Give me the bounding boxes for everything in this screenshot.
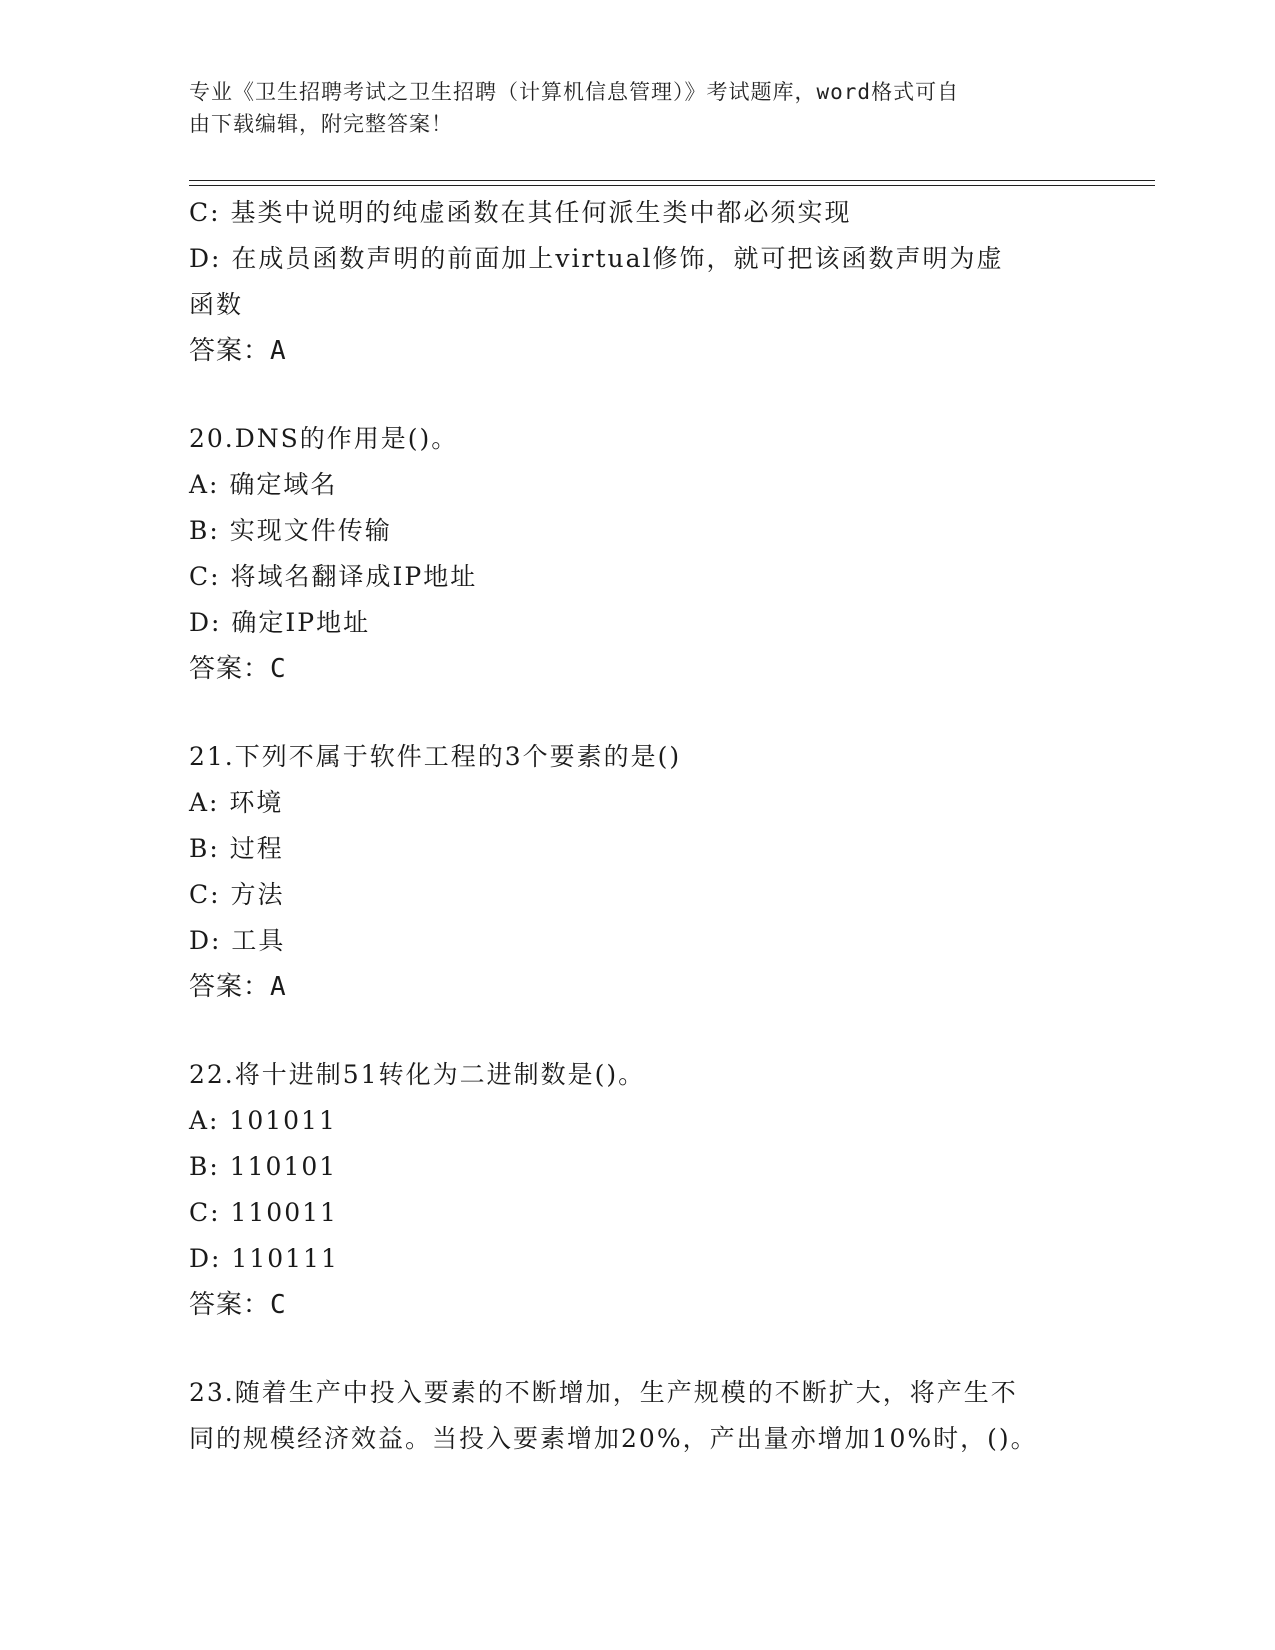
answer: 答案：A <box>189 972 287 1002</box>
option-a: A: 环境 <box>189 788 284 817</box>
question-text: 21.下列不属于软件工程的3个要素的是() <box>189 742 682 771</box>
question-23 <box>189 1370 1089 1462</box>
spacer <box>189 1010 1089 1052</box>
header-line-1: 专业《卫生招聘考试之卫生招聘（计算机信息管理）》考试题库，word格式可自 <box>189 80 960 104</box>
option-b: B: 实现文件传输 <box>189 516 392 545</box>
header-divider-bottom <box>189 185 1155 186</box>
question-text-wrap: 同的规模经济效益。当投入要素增加20%，产出量亦增加10%时，()。 <box>189 1424 1038 1453</box>
option-b: B: 110101 <box>189 1152 338 1181</box>
spacer <box>189 1328 1089 1370</box>
option-d: D: 110111 <box>189 1244 339 1273</box>
header-line-2: 由下载编辑，附完整答案！ <box>189 112 453 136</box>
answer: 答案：A <box>189 336 287 366</box>
header-divider-top <box>189 180 1155 181</box>
question-19-continuation <box>189 190 1089 374</box>
spacer <box>189 692 1089 734</box>
option-c: C: 将域名翻译成IP地址 <box>189 562 478 591</box>
option-d: D: 工具 <box>189 926 286 955</box>
option-c: C: 方法 <box>189 880 285 909</box>
question-20 <box>189 416 1089 692</box>
option-d-wrap: 函数 <box>189 290 244 319</box>
question-text: 20.DNS的作用是()。 <box>189 424 459 453</box>
question-text: 22.将十进制51转化为二进制数是()。 <box>189 1060 646 1089</box>
option-c: C: 110011 <box>189 1198 338 1227</box>
spacer <box>189 374 1089 416</box>
option-c: C: 基类中说明的纯虚函数在其任何派生类中都必须实现 <box>189 198 852 227</box>
option-d: D: 在成员函数声明的前面加上virtual修饰，就可把该函数声明为虚 <box>189 244 1004 273</box>
option-b: B: 过程 <box>189 834 284 863</box>
option-a: A: 确定域名 <box>189 470 338 499</box>
question-22 <box>189 1052 1089 1328</box>
question-content <box>189 190 1089 1462</box>
answer: 答案：C <box>189 1290 287 1320</box>
document-header <box>189 76 1089 140</box>
question-text: 23.随着生产中投入要素的不断增加，生产规模的不断扩大，将产生不 <box>189 1378 1018 1407</box>
option-d: D: 确定IP地址 <box>189 608 371 637</box>
answer: 答案：C <box>189 654 287 684</box>
option-a: A: 101011 <box>189 1106 337 1135</box>
question-21 <box>189 734 1089 1010</box>
